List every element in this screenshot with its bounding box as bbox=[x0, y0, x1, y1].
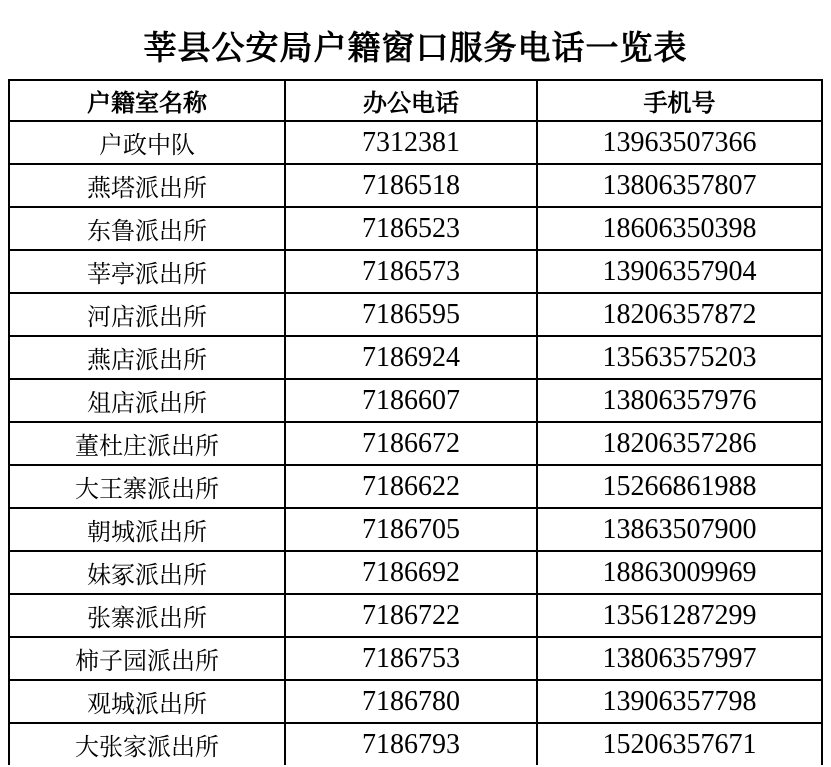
table-row bbox=[9, 465, 822, 508]
registry-name-cell: 燕塔派出所 bbox=[9, 164, 285, 207]
office-phone-cell: 7186672 bbox=[285, 422, 537, 465]
registry-name-cell: 大张家派出所 bbox=[9, 723, 285, 765]
page-title: 莘县公安局户籍窗口服务电话一览表 bbox=[143, 28, 688, 67]
registry-name-cell: 河店派出所 bbox=[9, 293, 285, 336]
table-row bbox=[9, 723, 822, 765]
registry-name-cell: 张寨派出所 bbox=[9, 594, 285, 637]
table-header-row bbox=[9, 80, 822, 121]
mobile-number-cell: 13906357798 bbox=[537, 680, 822, 723]
registry-name-cell: 燕店派出所 bbox=[9, 336, 285, 379]
table-row bbox=[9, 250, 822, 293]
mobile-number-cell: 13806357807 bbox=[537, 164, 822, 207]
registry-name-cell: 董杜庄派出所 bbox=[9, 422, 285, 465]
table-row bbox=[9, 508, 822, 551]
office-phone-cell: 7312381 bbox=[285, 121, 537, 164]
table-row bbox=[9, 164, 822, 207]
office-phone-cell: 7186793 bbox=[285, 723, 537, 765]
column-header-registry-name: 户籍室名称 bbox=[9, 80, 285, 121]
registry-name-cell: 妹冢派出所 bbox=[9, 551, 285, 594]
registry-name-cell: 户政中队 bbox=[9, 121, 285, 164]
table-row bbox=[9, 207, 822, 250]
registry-name-cell: 俎店派出所 bbox=[9, 379, 285, 422]
table-row bbox=[9, 293, 822, 336]
registry-name-cell: 朝城派出所 bbox=[9, 508, 285, 551]
table-row bbox=[9, 551, 822, 594]
table-row bbox=[9, 121, 822, 164]
registry-name-cell: 柿子园派出所 bbox=[9, 637, 285, 680]
office-phone-cell: 7186722 bbox=[285, 594, 537, 637]
mobile-number-cell: 13906357904 bbox=[537, 250, 822, 293]
mobile-number-cell: 15266861988 bbox=[537, 465, 822, 508]
column-header-mobile-number: 手机号 bbox=[537, 80, 822, 121]
office-phone-cell: 7186924 bbox=[285, 336, 537, 379]
office-phone-cell: 7186622 bbox=[285, 465, 537, 508]
table-row bbox=[9, 422, 822, 465]
table-row bbox=[9, 379, 822, 422]
mobile-number-cell: 18863009969 bbox=[537, 551, 822, 594]
phone-directory-table bbox=[8, 79, 823, 765]
column-header-office-phone: 办公电话 bbox=[285, 80, 537, 121]
mobile-number-cell: 13561287299 bbox=[537, 594, 822, 637]
mobile-number-cell: 13863507900 bbox=[537, 508, 822, 551]
mobile-number-cell: 18606350398 bbox=[537, 207, 822, 250]
office-phone-cell: 7186607 bbox=[285, 379, 537, 422]
registry-name-cell: 大王寨派出所 bbox=[9, 465, 285, 508]
mobile-number-cell: 13806357976 bbox=[537, 379, 822, 422]
office-phone-cell: 7186692 bbox=[285, 551, 537, 594]
registry-name-cell: 莘亭派出所 bbox=[9, 250, 285, 293]
office-phone-cell: 7186573 bbox=[285, 250, 537, 293]
office-phone-cell: 7186523 bbox=[285, 207, 537, 250]
table-row bbox=[9, 680, 822, 723]
mobile-number-cell: 18206357286 bbox=[537, 422, 822, 465]
mobile-number-cell: 18206357872 bbox=[537, 293, 822, 336]
mobile-number-cell: 13563575203 bbox=[537, 336, 822, 379]
mobile-number-cell: 15206357671 bbox=[537, 723, 822, 765]
office-phone-cell: 7186780 bbox=[285, 680, 537, 723]
table-row bbox=[9, 637, 822, 680]
office-phone-cell: 7186518 bbox=[285, 164, 537, 207]
mobile-number-cell: 13963507366 bbox=[537, 121, 822, 164]
office-phone-cell: 7186753 bbox=[285, 637, 537, 680]
table-row bbox=[9, 594, 822, 637]
office-phone-cell: 7186705 bbox=[285, 508, 537, 551]
office-phone-cell: 7186595 bbox=[285, 293, 537, 336]
table-row bbox=[9, 336, 822, 379]
registry-name-cell: 东鲁派出所 bbox=[9, 207, 285, 250]
registry-name-cell: 观城派出所 bbox=[9, 680, 285, 723]
mobile-number-cell: 13806357997 bbox=[537, 637, 822, 680]
